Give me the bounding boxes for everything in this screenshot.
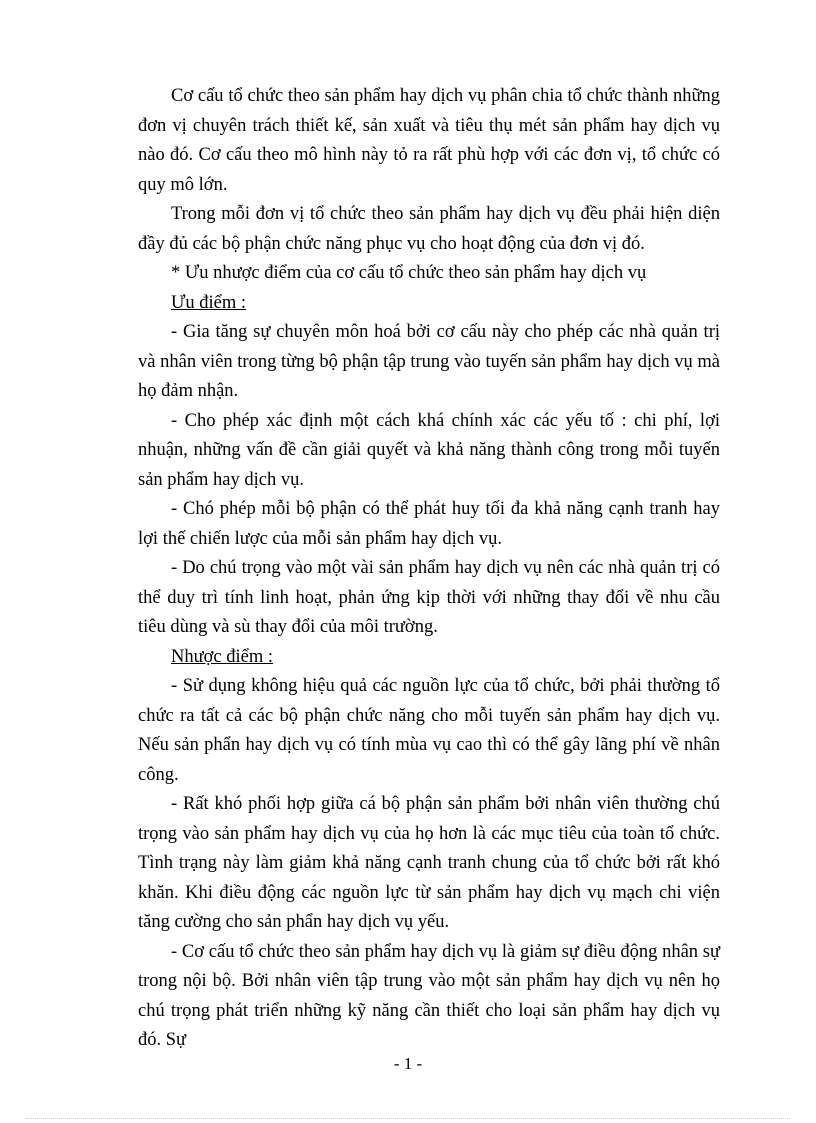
disadvantage-item-1: - Sử dụng không hiệu quả các nguồn lực của tổ chức, bởi phải thường tổ chức ra tất cả các bộ phận chức năng cho mỗi tuyến sản phẩm hay dịch vụ. Nếu sản phẩn hay dịch vụ có tính mùa vụ cao thì có thể gây lãng phí về nhân công. xyxy=(138,676,720,785)
page-number: - 1 - xyxy=(393,1054,423,1073)
disadvantage-item-2: - Rất khó phối hợp giữa cá bộ phận sản phẩm bởi nhân viên thường chú trọng vào sản phẩm hay dịch vụ của họ hơn là các mục tiêu của toàn tổ chức. Tình trạng này làm giảm khả năng cạnh tranh chung của tổ chức bởi rất khó khăn. Khi điều động các nguồn lực từ sản phẩm hay dịch vụ mạch chi viện tăng cường cho sản phẩn hay dịch vụ yếu. xyxy=(138,794,720,932)
disadvantage-item-3: - Cơ cấu tổ chức theo sản phẩm hay dịch vụ là giảm sự điều động nhân sự trong nội bộ. Bởi nhân viên tập trung vào một sản phẩm hay dịch vụ nên họ chú trọng phát triển những kỹ năng cần thiết cho loại sản phẩm hay dịch vụ đó. Sự xyxy=(138,941,720,1050)
advantage-item-2: - Cho phép xác định một cách khá chính xác các yếu tố : chi phí, lợi nhuận, những vấn đề cần giải quyết và khả năng thành công trong mỗi tuyến sản phẩm hay dịch vụ. xyxy=(138,410,720,490)
document-body xyxy=(138,82,720,1056)
heading-advantages: Ưu điểm : xyxy=(171,292,246,313)
advantage-item-4: - Do chú trọng vào một vài sản phẩm hay dịch vụ nên các nhà quản trị có thể duy trì tính linh hoạt, phản ứng kịp thời với những thay đổi về nhu cầu tiêu dùng và sù thay đổi của môi trường. xyxy=(138,558,720,637)
page-bottom-border xyxy=(26,1118,790,1119)
advantage-item-3: - Chó phép mỗi bộ phận có thể phát huy tối đa khả năng cạnh tranh hay lợi thế chiến lược của mỗi sản phẩm hay dịch vụ. xyxy=(138,499,720,549)
heading-disadvantages: Nhược điểm : xyxy=(171,646,274,667)
paragraph-functional-units: Trong mỗi đơn vị tổ chức theo sản phẩm hay dịch vụ đều phải hiện diện đầy đủ các bộ phận chức năng phục vụ cho hoạt động của đơn vị đó. xyxy=(138,204,720,254)
advantage-item-1: - Gia tăng sự chuyên môn hoá bởi cơ cấu này cho phép các nhà quản trị và nhân viên trong từng bộ phận tập trung vào tuyến sản phẩm hay dịch vụ mà họ đảm nhận. xyxy=(138,322,720,401)
paragraph-product-structure-intro: Cơ cấu tổ chức theo sản phẩm hay dịch vụ phân chia tổ chức thành những đơn vị chuyên trách thiết kế, sản xuất và tiêu thụ mét sản phẩm hay dịch vụ nào đó. Cơ cấu theo mô hình này tỏ ra rất phù hợp với các đơn vị, tổ chức có quy mô lớn. xyxy=(138,86,720,195)
section-title-pros-cons: * Ưu nhược điểm của cơ cấu tổ chức theo sản phẩm hay dịch vụ xyxy=(171,263,647,283)
